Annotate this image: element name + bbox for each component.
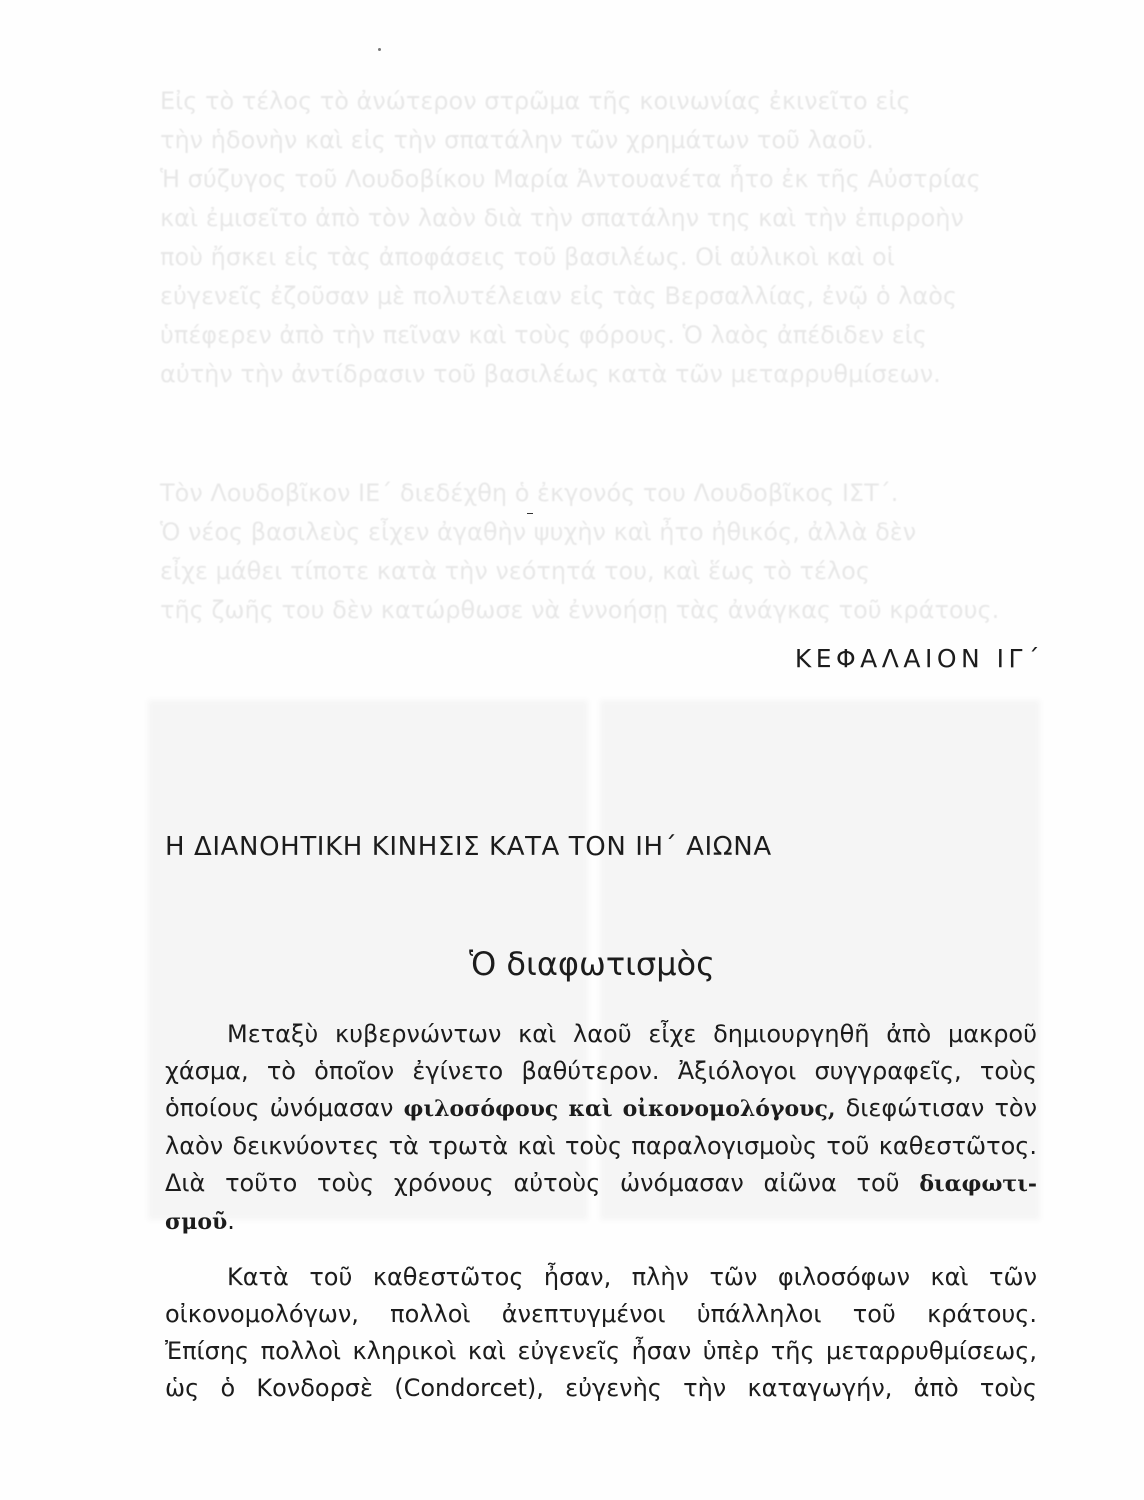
chapter-number: ΚΕΦΑΛΑΙΟΝ ΙΓ΄	[794, 644, 1044, 673]
ghost-line: Τὸν Λουδοβῖκον ΙΕ΄ διεδέχθη ὁ ἐκγονός του Λουδοβῖκος ΙΣΤ΄.	[160, 479, 899, 507]
ghost-line: Εἰς τὸ τέλος τὸ ἀνώτερον στρῶμα τῆς κοινωνίας ἐκινεῖτο εἰς	[160, 87, 911, 115]
text-line: Μεταξὺ κυβερνώντων καὶ λαοῦ εἶχε δημιουργηθῆ ἀπὸ μακροῦ	[227, 1020, 1037, 1048]
ghost-line: Ἡ σύζυγος τοῦ Λουδοβίκου Μαρία Ἀντουανέτα ἦτο ἐκ τῆς Αὐστρίας	[160, 165, 981, 193]
ghost-line: Ὁ νέος βασιλεὺς εἶχεν ἀγαθὴν ψυχὴν καὶ ἦτο ἠθικός, ἀλλὰ δὲν	[160, 518, 917, 546]
ghost-line: τὴν ἡδονὴν καὶ εἰς τὴν σπατάλην τῶν χρημάτων τοῦ λαοῦ.	[160, 126, 874, 154]
paragraph-2	[165, 1259, 1037, 1407]
bold-term-enlightenment-end: σμοῦ	[165, 1209, 228, 1235]
chapter-title: Η ΔΙΑΝΟΗΤΙΚΗ ΚΙΝΗΣΙΣ ΚΑΤΑ ΤΟΝ ΙΗ΄ ΑΙΩΝΑ	[165, 832, 772, 862]
bold-term-enlightenment: διαφωτι-	[919, 1171, 1037, 1197]
text-fragment: Διὰ τοῦτο τοὺς χρόνους αὐτοὺς ὠνόμασαν αἰῶνα τοῦ	[165, 1169, 900, 1197]
text-fragment: ὁποίους ὠνόμασαν	[165, 1094, 394, 1122]
text-line: οἰκονομολόγων, πολλοὶ ἀνεπτυγμένοι ὑπάλληλοι τοῦ κράτους.	[165, 1300, 1037, 1328]
bold-term-philosophers: φιλοσόφους καὶ οἰκονομολόγους,	[403, 1096, 836, 1122]
text-line	[165, 1165, 1037, 1203]
ghost-line: αὐτὴν τὴν ἀντίδρασιν τοῦ βασιλέως κατὰ τῶν μεταρρυθμίσεων.	[160, 360, 941, 388]
text-line: Ἐπίσης πολλοὶ κληρικοὶ καὶ εὐγενεῖς ἦσαν ὑπὲρ τῆς μεταρρυθμίσεως,	[165, 1337, 1037, 1365]
paragraph-1	[165, 1016, 1037, 1241]
text-line	[165, 1090, 1037, 1128]
text-line	[165, 1203, 1037, 1241]
text-line: χάσμα, τὸ ὁποῖον ἐγίνετο βαθύτερον. Ἀξιόλογοι συγγραφεῖς, τοὺς	[165, 1057, 1037, 1085]
text-line: λαὸν δεικνύοντες τὰ τρωτὰ καὶ τοὺς παραλογισμοὺς τοῦ καθεστῶτος.	[165, 1132, 1037, 1160]
text-fragment: .	[227, 1207, 235, 1235]
ghost-text-block	[160, 82, 1040, 630]
text-line: ὡς ὁ Κονδορσὲ (Condorcet), εὐγενὴς τὴν καταγωγήν, ἀπὸ τοὺς	[165, 1374, 1037, 1402]
body-text	[165, 1016, 1037, 1407]
text-fragment: διεφώτισαν τὸν	[845, 1094, 1037, 1122]
ghost-line: εὐγενεῖς ἐζοῦσαν μὲ πολυτέλειαν εἰς τὰς Βερσαλλίας, ἐνῷ ὁ λαὸς	[160, 282, 957, 310]
text-line: Κατὰ τοῦ καθεστῶτος ἦσαν, πλὴν τῶν φιλοσόφων καὶ τῶν	[227, 1263, 1037, 1291]
section-title: Ὁ διαφωτισμὸς	[469, 945, 715, 983]
ghost-line: ὑπέφερεν ἀπὸ τὴν πεῖναν καὶ τοὺς φόρους. Ὁ λαὸς ἀπέδιδεν εἰς	[160, 321, 927, 349]
ghost-line: ποὺ ἤσκει εἰς τὰς ἀποφάσεις τοῦ βασιλέως. Οἱ αὐλικοὶ καὶ οἱ	[160, 243, 895, 271]
speck-mark	[527, 513, 533, 514]
ghost-line: καὶ ἐμισεῖτο ἀπὸ τὸν λαὸν διὰ τὴν σπατάλην της καὶ τὴν ἐπιρροὴν	[160, 204, 964, 232]
speck-mark	[378, 48, 381, 51]
ghost-line: εἶχε μάθει τίποτε κατὰ τὴν νεότητά του, καὶ ἕως τὸ τέλος	[160, 557, 870, 585]
ghost-line: τῆς ζωῆς του δὲν κατώρθωσε νὰ ἐννοήσῃ τὰς ἀνάγκας τοῦ κράτους.	[160, 596, 1000, 624]
